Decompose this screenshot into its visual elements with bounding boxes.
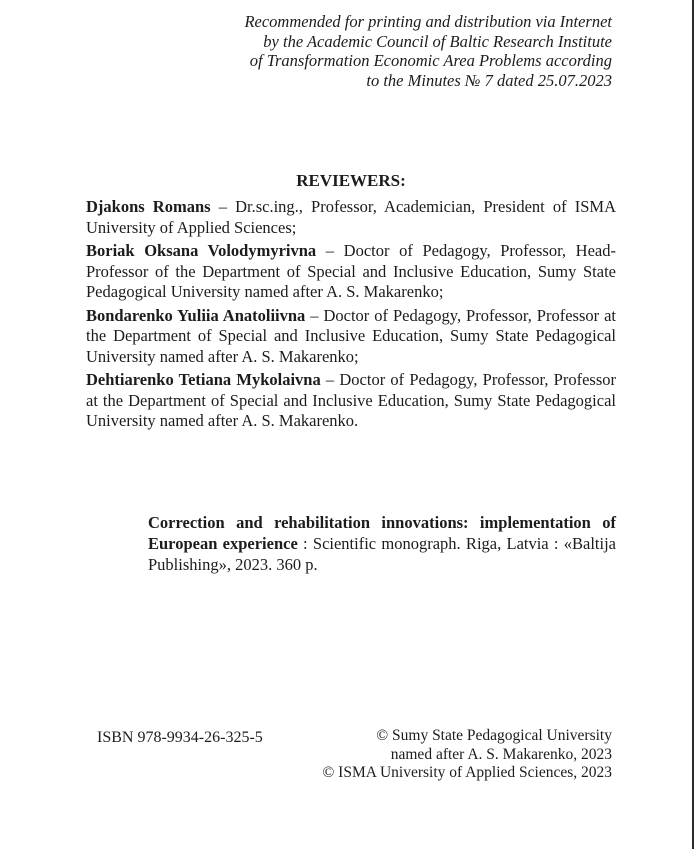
reviewer-entry (86, 197, 616, 238)
reviewers-heading: REVIEWERS: (296, 171, 406, 190)
reviewer-description: – Dr.sc.ing., Professor, Academician, President of ISMA University of Applied Sciences; (86, 197, 616, 237)
book-citation (148, 512, 616, 575)
reviewer-description: – Doctor of Pedagogy, Professor, Professor at the Department of Special and Inclusive Education, Sumy State Pedagogical University named after A. S. Makarenko; (86, 305, 616, 366)
approval-note-line: of Transformation Economic Area Problems according (249, 51, 612, 70)
approval-note-line: by the Academic Council of Baltic Research Institute (263, 31, 612, 51)
reviewer-description: – Doctor of Pedagogy, Professor, Professor at the Department of Special and Inclusive Education, Sumy State Pedagogical University named after A. S. Makarenko. (86, 370, 616, 430)
reviewer-name: Dehtiarenko Tetiana Mykolaivna (86, 370, 321, 389)
reviewers-list (86, 197, 616, 435)
reviewer-entry (86, 306, 616, 368)
page-scan-edge (692, 0, 694, 849)
copyright-line: named after A. S. Makarenko, 2023 (390, 745, 612, 763)
approval-note-line: to the Minutes № 7 dated 25.07.2023 (366, 70, 612, 90)
copyright-line: © ISMA University of Applied Sciences, 2023 (322, 764, 612, 781)
reviewer-name: Djakons Romans (86, 197, 211, 216)
reviewer-name: Boriak Oksana Volodymyrivna (86, 241, 317, 260)
reviewer-description: – Doctor of Pedagogy, Professor, Head-Professor of the Department of Special and Inclusive Education, Sumy State Pedagogical University named after A. S. Makarenko; (86, 241, 616, 301)
approval-note (192, 12, 612, 90)
isbn: ISBN 978-9934-26-325-5 (97, 729, 263, 746)
book-citation-details: : Scientific monograph. Riga, Latvia : «Baltija Publishing», 2023. 360 p. (148, 534, 616, 574)
reviewer-entry (86, 370, 616, 432)
reviewer-name: Bondarenko Yuliia Anatoliivna (86, 305, 306, 325)
reviewer-entry (86, 241, 616, 303)
approval-note-line: Recommended for printing and distribution via Internet (244, 12, 612, 31)
copyright-block (192, 727, 612, 783)
copyright-line: © Sumy State Pedagogical University (376, 727, 612, 744)
book-title: Correction and rehabilitation innovations: implementation of European experience (148, 513, 616, 553)
